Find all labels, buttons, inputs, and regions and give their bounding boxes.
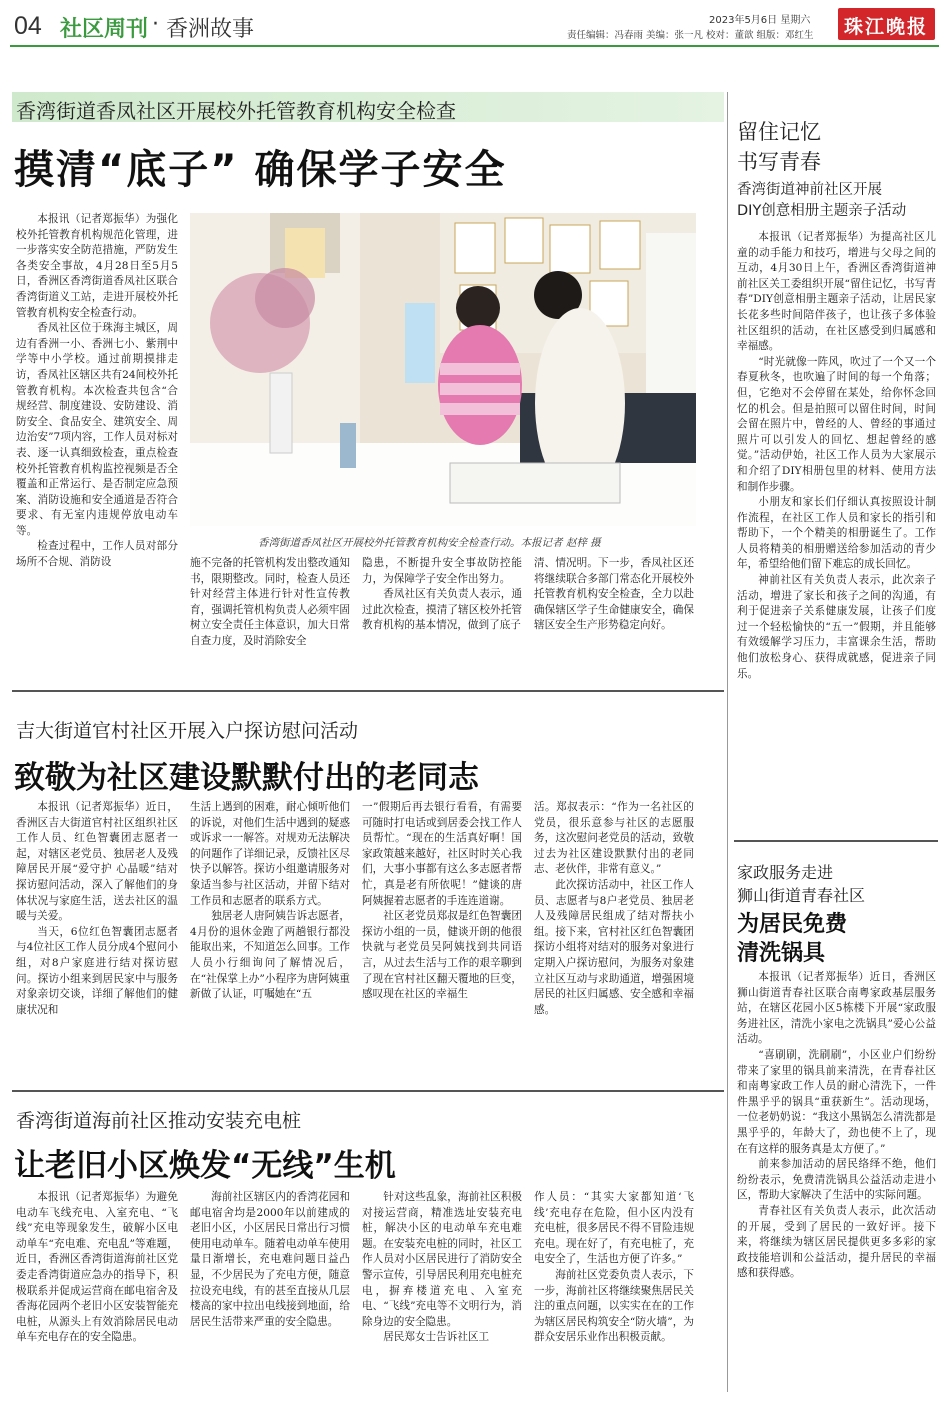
story2-col1: [16, 800, 178, 1082]
credits-line: 责任编辑：冯春雨 美编：张一凡 校对：董歆 组版：邓红生: [567, 30, 814, 41]
paragraph: 前来参加活动的居民络绎不绝，他们纷纷表示，免费清洗锅具公益活动走进小区，帮助大家解决了生活中的实际问题。: [737, 1158, 936, 1202]
paragraph: 香凤社区有关负责人表示，通过此次检查，摸清了辖区校外托管教育机构的基本情况，做到了底子: [362, 588, 522, 632]
story2-col4: [534, 800, 694, 1082]
story-divider: [734, 840, 938, 842]
story1-col4: [534, 556, 694, 676]
story1-col3: [362, 556, 522, 676]
column-separator: [727, 92, 728, 1392]
story5-kicker-line1: 家政服务走进: [737, 863, 834, 882]
story5-headline-line1: 为居民免费: [737, 912, 848, 937]
paragraph: 海前社区辖区内的香湾花园和邮电宿舍均是2000年以前建成的老旧小区，小区居民日常出行习惯使用电动单车。随着电动单车使用量日渐增长，充电难问题日益凸显，不少居民为了充电方便，随意拉设充电线，有的甚至直接从几层楼高的家中拉出电线接到地面，给居民生活带来严重的安全隐患。: [190, 1191, 350, 1328]
masthead-rule: [10, 45, 939, 47]
paragraph: 针对这些乱象，海前社区积极对接运营商，精准选址安装充电桩，解决小区的电动单车充电难题。在安装充电桩的同时，社区工作人员对小区居民进行了消防安全警示宣传，引导居民利用充电桩充电，摒弃楼道充电、入室充电、“飞线”充电等不文明行为，消除身边的安全隐患。: [362, 1191, 522, 1328]
paragraph: 本报讯（记者郑振华）近日，香洲区吉大街道官村社区组织社区工作人员、红色智囊团志愿者一起，对辖区老党员、独居老人及残障居民开展“爱守护 心晶暖”结对探访慰问活动，深入了解他们的身体状况与家庭生活，送去社区的温暖与关爱。: [16, 801, 178, 923]
story2-col3: [362, 800, 522, 1082]
paragraph: 本报讯（记者郑振华）为避免电动车飞线充电、入室充电、“飞线”充电等现象发生，破解小区电动单车“充电难、充电乱”等难题，近日，香洲区香湾街道海前社区党委走香湾街道应急办的指导下，积极联系并促成运营商在邮电宿舍及香海花园两个老旧小区安装智能充电桩，从源头上有效消除居民电动单车充电存在的安全隐患。: [16, 1191, 178, 1344]
page-number: 04: [14, 12, 42, 40]
story2-col2: [190, 800, 350, 1082]
paragraph: 生活上遇到的困难，耐心倾听他们的诉说，对他们生活中遇到的疑惑或诉求一一解答。对规劝无法解决的问题作了详细记录，反馈社区尽快予以解答。探访小组邀请服务对象适当参与社区活动，并留下结对工作员和志愿者的联系方式。: [190, 801, 350, 907]
masthead: [0, 0, 949, 46]
paragraph: 施不完备的托管机构发出整改通知书，限期整改。同时，检查人员还针对经营主体进行针对性宣传教育，强调托管机构负责人必须牢固树立安全责任主体意识，加大日常自查力度，及时消除安全: [190, 557, 350, 647]
paragraph: 独居老人唐阿姨告诉志愿者，4月份的退休金跑了两趟银行都没能取出来，不知道怎么回事。工作人员小行细询问了解情况后，在“社保掌上办”小程序为唐阿姨重新做了认证，叮嘱她在“五: [190, 910, 350, 1001]
paragraph: 一”假期后再去银行看看，有需要可随时打电话或到居委会找工作人员帮忙。“现在的生活真好啊！国家政策越来越好，社区时时关心我们，大事小事都有这么多志愿者帮忙，真是老有所依呢！”健谈的唐阿姨握着志愿者的手连连道谢。: [362, 801, 522, 907]
paragraph: 检查过程中，工作人员对部分场所不合规、消防设: [16, 540, 178, 569]
story1-kicker: 香湾街道香凤社区开展校外托管教育机构安全检查: [16, 99, 456, 123]
story3-col1: [16, 1190, 178, 1394]
paragraph: 当天，6位红色智囊团志愿者与4位社区工作人员分成4个慰问小组，对8户家庭进行结对探访慰问。探访小组来到居民家中与服务对象亲切交谈，详细了解他们的健康状况和: [16, 925, 178, 1016]
paragraph: 本报讯（记者郑振华）近日，香洲区狮山街道青春社区联合南粤家政基层服务站，在辖区花园小区5栋楼下开展“家政服务进社区，清洗小家电之洗锅具”爱心公益活动。: [737, 971, 936, 1046]
paragraph: 隐患，不断提升安全事故防控能力，为保障学子安全作出努力。: [362, 557, 522, 585]
paragraph: 作人员：“其实大家都知道‘飞线’充电存在危险，但小区内没有充电桩，很多居民不得不冒险违规充电。现在好了，有充电桩了，充电安全了，生活也方便了许多。”: [534, 1191, 694, 1266]
story1-headline: 摸清“底子” 确保学子安全: [14, 147, 507, 193]
story5-headline-line2: 清洗锅具: [737, 941, 826, 966]
story-divider: [12, 1090, 724, 1092]
paragraph: 社区老党员郑叔是红色智囊团探访小组的一员，健谈开朗的他很快就与老党员吴阿姨找到共同语言，从过去生活与工作的艰辛聊到了现在官村社区翻天覆地的巨变，感叹现在社区的幸福生: [362, 910, 522, 1001]
paragraph: 青春社区有关负责人表示，此次活动的开展，受到了居民的一致好评。接下来，将继续为辖区居民提供更多多彩的家政技能培训和公益活动，提升居民的幸福感和获得感。: [737, 1204, 936, 1280]
paragraph: 此次探访活动中，社区工作人员、志愿者与8户老党员、独居老人及残障居民组成了结对帮扶小组。接下来，官村社区红色智囊团探访小组将对结对的服务对象进行定期入户探访慰问，为服务对象建立社区互动与求助通道，增强困境居民的社区归属感、安全感和幸福感。: [534, 878, 694, 1016]
newspaper-logo: [838, 8, 935, 40]
story4-subhead-line1: 香湾街道神前社区开展: [737, 182, 882, 198]
story2-headline: 致敬为社区建设默默付出的老同志: [14, 760, 479, 796]
paragraph: 香凤社区位于珠海主城区，周边有香洲一小、香洲七小、紫荆中学等中小学校。通过前期摸排走访，香凤社区辖区共有24间校外托管教育机构。本次检查共包含“合规经营、制度建设、安防建设、消防安全、食品安全、建筑安全、周边治安”7项内容，工作人员对标对表、逐一认真细致检查，重点检查校外托管教育机构监控视频是否全覆盖和正常运行、是否制定应急预案、消防设施和安全通道是否符合要求、有无室内违规停放电动车等。: [16, 322, 178, 537]
story1-col1: [16, 212, 178, 674]
story4-body: [737, 230, 936, 826]
section-separator: ·: [152, 12, 159, 37]
story1-col2: [190, 556, 350, 676]
story5-body: [737, 970, 936, 1394]
paragraph: 清、情况明。下一步，香凤社区还将继续联合多部门常态化开展校外托管教育机构安全检查，全力以赴确保辖区学子生命健康安全，确保辖区安全生产形势稳定向好。: [534, 557, 694, 632]
paragraph: 活。郑叔表示：“作为一名社区的党员，很乐意参与社区的志愿服务，这次慰问老党员的活动，致敬过去为社区建设默默付出的老同志、老伙伴，非常有意义。”: [534, 801, 694, 876]
paragraph: 神前社区有关负责人表示，此次亲子活动，增进了家长和孩子之间的沟通，有利于促进亲子关系健康发展，让孩子们度过一个轻松愉快的“五一”假期，并且能够有效缓解学习压力，丰富课余生活，帮助他们放松身心、获得成就感，促进亲子同乐。: [737, 574, 936, 680]
story3-headline: 让老旧小区焕发“无线”生机: [14, 1148, 396, 1184]
story3-kicker: 香湾街道海前社区推动安装充电桩: [16, 1110, 302, 1132]
story4-kicker-line1: 留住记忆: [737, 120, 821, 144]
paragraph: 海前社区党委负责人表示，下一步，海前社区将继续聚焦居民关注的重点问题，以实实在在的工作为辖区居民构筑安全“防火墙”，为群众安居乐业作出积极贡献。: [534, 1268, 694, 1344]
story3-col4: [534, 1190, 694, 1394]
news-photo: [190, 213, 696, 526]
paragraph: 本报讯（记者郑振华）为强化校外托管教育机构规范化管理，进一步落实安全防范措施，严防发生各类安全事故，4月28日至5月5日，香洲区香湾街道香凤社区联合香湾街道义工站，走进开展校外托管教育机构安全检查行动。: [16, 213, 178, 319]
paragraph: “时光就像一阵风，吹过了一个又一个春夏秋冬，也吹遍了时间的每一个角落；但，它绝对不会停留在某处，给你怀念回忆的机会。但是拍照可以留住时间，时间会留在照片中，曾经的人、曾经的事通过照片可以引发人的回忆、想起曾经的感觉。”活动伊始，社区工作人员为大家展示和介绍了DIY相册包里的材料、使用方法和制作步骤。: [737, 355, 936, 493]
story4-kicker-line2: 书写青春: [737, 150, 821, 174]
story-divider: [12, 690, 724, 692]
story3-col3: [362, 1190, 522, 1394]
story5-kicker-line2: 狮山街道青春社区: [737, 886, 866, 905]
paragraph: “喜刷刷，洗刷刷”，小区业户们纷纷带来了家里的锅具前来清洗，在青春社区和南粤家政工作人员的耐心清洗下，一件件黑乎乎的锅具“重获新生”。活动现场，一位老奶奶说：“我这小黑锅怎么清洗都是黑乎乎的，年龄大了，劲也使不上了，现在有这样的服务真是太方便了。”: [737, 1048, 936, 1155]
story2-kicker: 吉大街道官村社区开展入户探访慰问活动: [16, 720, 359, 742]
issue-date: 2023年5月6日 星期六: [709, 15, 811, 26]
photo-caption: 香湾街道香凤社区开展校外托管教育机构安全检查行动。本报记者 赵梓 摄: [258, 537, 601, 549]
story4-subhead-line2: DIY创意相册主题亲子活动: [737, 203, 907, 219]
paragraph: 小朋友和家长们仔细认真按照设计制作流程，在社区工作人员和家长的指引和帮助下，一个个精美的相册诞生了。工作人员将精美的相册赠送给参加活动的青少年，希望给他们留下难忘的成长回忆。: [737, 496, 936, 571]
story3-col2: [190, 1190, 350, 1394]
subsection-title: 香洲故事: [166, 17, 255, 42]
paragraph: 居民郑女士告诉社区工: [383, 1331, 490, 1344]
photo-illustration: [190, 213, 696, 526]
logo-text: 珠江晚报: [844, 16, 929, 38]
paragraph: 本报讯（记者郑振华）为提高社区儿童的动手能力和技巧，增进与父母之间的互动，4月30日上午，香洲区香湾街道神前社区关工委组织开展“留住记忆，书写青春”DIY创意相册主题亲子活动，让居民家长花多些时间陪伴孩子，也让孩子多体验社区组织的活动，在社区感受到归属感和幸福感。: [737, 231, 936, 353]
section-title: 社区周刊: [60, 17, 149, 42]
